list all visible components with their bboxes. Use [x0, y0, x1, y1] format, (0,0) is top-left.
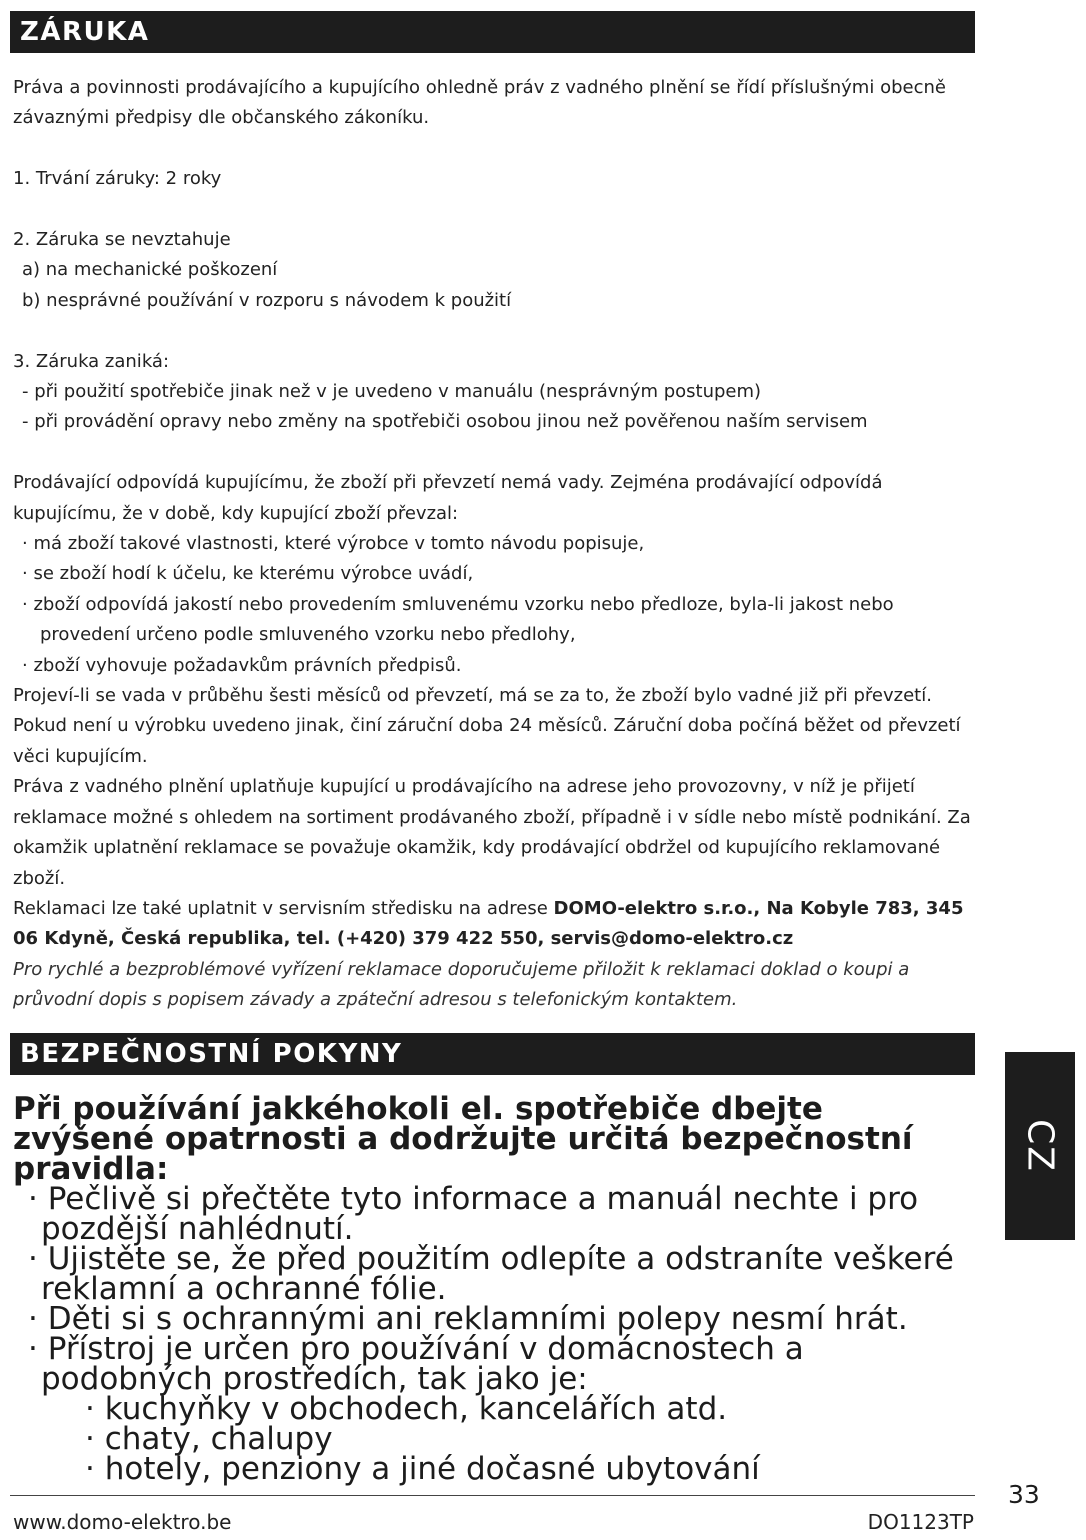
footer-website: www.domo-elektro.be	[13, 1510, 232, 1534]
defect-paragraph: Projeví-li se vada v průběhu šesti měsíců od převzetí, má se za to, že zboží bylo vadné již při převzetí.	[13, 685, 932, 707]
warranty-intro: Práva a povinnosti prodávajícího a kupujícího ohledně práv z vadného plnění se řídí příslušnými obecně závaznými předpisy dle občanského zákoníku.	[13, 77, 946, 129]
warranty-item-3: 3. Záruka zaniká:	[13, 350, 170, 372]
service-paragraph	[13, 894, 978, 955]
page-number: 33	[1008, 1480, 1040, 1509]
safety-bullet: · Přístroj je určen pro používání v domácnostech a podobných prostředích, tak jako je:	[28, 1331, 804, 1397]
warranty-item-2b: b) nesprávné používání v rozporu s návodem k použití	[22, 289, 512, 311]
rights-paragraph: Práva z vadného plnění uplatňuje kupující u prodávajícího na adrese jeho provozovny, v níž je přijetí reklamace možné s ohledem na sortiment prodávaného zboží, případně i v sídle nebo místě podnikání. Za okamžik uplatnění reklamace se považuje okamžik, kdy prodávající obdržel od kupujícího reklamované zboží.	[13, 776, 971, 889]
period-paragraph: Pokud není u výrobku uvedeno jinak, činí záruční doba 24 měsíců. Záruční doba počíná běžet od převzetí věci kupujícím.	[13, 715, 961, 767]
safety-lead: Při používání jakkéhokoli el. spotřebiče dbejte zvýšené opatrnosti a dodržujte určitá bezpečnostní pravidla:	[13, 1091, 913, 1187]
language-tab-label: CZ	[1019, 1119, 1061, 1173]
warranty-item-3b: - při provádění opravy nebo změny na spotřebiči osobou jinou než pověřenou naším servisem	[22, 411, 868, 433]
service-prefix: Reklamaci lze také uplatnit v servisním středisku na adrese	[13, 897, 554, 919]
warranty-item-1: 1. Trvání záruky: 2 roky	[13, 168, 222, 190]
warranty-item-2a: a) na mechanické poškození	[22, 259, 278, 281]
service-address: DOMO-elektro s.r.o., Na Kobyle 783, 345 06 Kdyně, Česká republika, tel. (+420) 379 422 550, servis@domo-elektro.cz	[13, 897, 964, 950]
safety-heading: BEZPEČNOSTNÍ POKYNY	[10, 1033, 975, 1075]
language-tab	[1005, 1052, 1075, 1240]
seller-bullet-continuation: provedení určeno podle smluveného vzorku nebo předlohy,	[40, 624, 576, 646]
seller-bullet: · zboží vyhovuje požadavkům právních předpisů.	[22, 654, 462, 676]
safety-sub-bullet: · chaty, chalupy	[85, 1421, 333, 1457]
seller-paragraph: Prodávající odpovídá kupujícímu, že zboží při převzetí nemá vady. Zejména prodávající odpovídá kupujícímu, že v době, kdy kupující zboží převzal:	[13, 472, 883, 524]
safety-bullet: · Ujistěte se, že před použitím odlepíte a odstraníte veškeré reklamní a ochranné fólie.	[28, 1241, 954, 1307]
claim-tip: Pro rychlé a bezproblémové vyřízení reklamace doporučujeme přiložit k reklamaci doklad o koupi a průvodní dopis s popisem závady a zpáteční adresou s telefonickým kontaktem.	[13, 958, 910, 1011]
warranty-item-2: 2. Záruka se nevztahuje	[13, 229, 231, 250]
warranty-body	[13, 73, 978, 1016]
seller-bullet: · zboží odpovídá jakostí nebo provedením smluvenému vzorku nebo předloze, byla-li jakost nebo	[22, 593, 894, 615]
safety-sub-bullet: · kuchyňky v obchodech, kancelářích atd.	[85, 1391, 728, 1427]
safety-body	[13, 1091, 973, 1487]
safety-bullet: · Děti si s ochrannými ani reklamními polepy nesmí hrát.	[28, 1301, 908, 1337]
warranty-heading: ZÁRUKA	[10, 11, 975, 53]
seller-bullet: · má zboží takové vlastnosti, které výrobce v tomto návodu popisuje,	[22, 533, 645, 555]
footer-model: DO1123TP	[867, 1510, 974, 1534]
safety-bullet: · Pečlivě si přečtěte tyto informace a manuál nechte i pro pozdější nahlédnutí.	[28, 1181, 919, 1247]
seller-bullet: · se zboží hodí k účelu, ke kterému výrobce uvádí,	[22, 563, 474, 585]
footer-divider	[10, 1495, 975, 1496]
safety-sub-bullet: · hotely, penziony a jiné dočasné ubytování	[85, 1451, 760, 1487]
warranty-item-3a: - při použití spotřebiče jinak než v je uvedeno v manuálu (nesprávným postupem)	[22, 381, 762, 403]
